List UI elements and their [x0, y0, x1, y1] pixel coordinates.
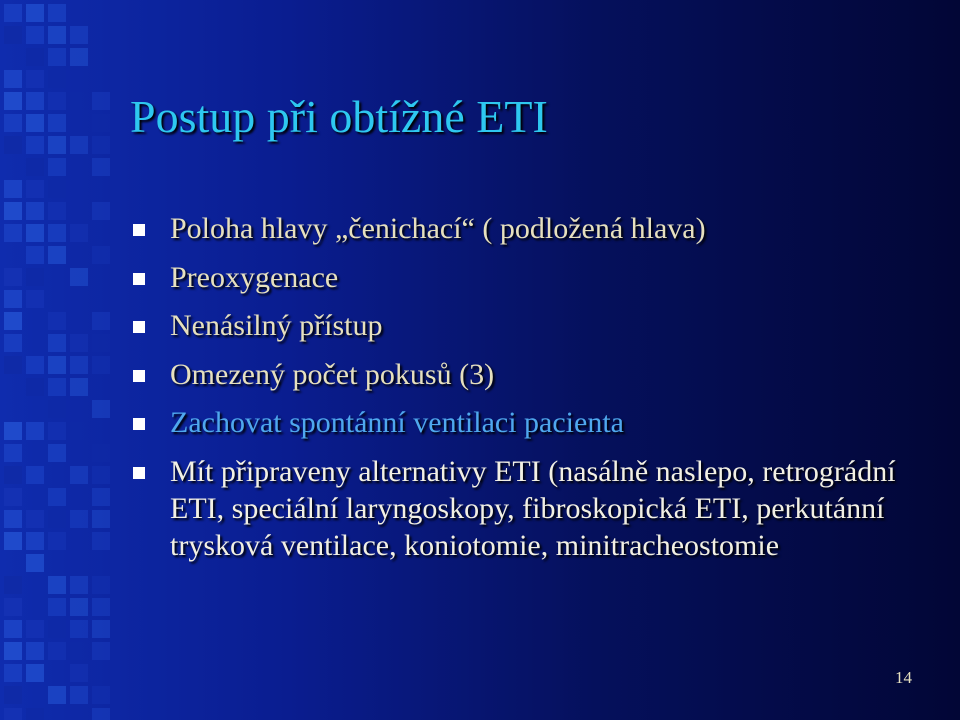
- decorative-grid-cell: [48, 576, 66, 594]
- decorative-grid-cell: [70, 378, 88, 396]
- bullet-item: [133, 210, 933, 247]
- decorative-grid-cell: [26, 356, 44, 374]
- decorative-grid-cell: [48, 400, 66, 418]
- decorative-grid-cell: [4, 664, 22, 682]
- decorative-grid-cell: [4, 290, 22, 308]
- decorative-grid-cell: [48, 422, 66, 440]
- decorative-grid-cell: [92, 334, 110, 352]
- decorative-grid-cell: [92, 466, 110, 484]
- decorative-grid-cell: [26, 532, 44, 550]
- decorative-grid-cell: [4, 202, 22, 220]
- square-bullet-icon: [133, 273, 145, 285]
- decorative-grid-cell: [48, 70, 66, 88]
- bullet-text: Mít připraveny alternativy ETI (nasálně naslepo, retrográdní ETI, speciální laryngoskopy, fibroskopická ETI, perkutánní trysková ventilace, koniotomie, minitracheostomie: [170, 454, 896, 562]
- decorative-grid-cell: [4, 444, 22, 462]
- decorative-grid-cell: [70, 92, 88, 110]
- decorative-grid-cell: [70, 510, 88, 528]
- decorative-grid-cell: [26, 422, 44, 440]
- decorative-grid-cell: [4, 70, 22, 88]
- decorative-grid-cell: [26, 180, 44, 198]
- decorative-grid-cell: [92, 686, 110, 704]
- decorative-grid-cell: [70, 642, 88, 660]
- decorative-grid-cell: [92, 92, 110, 110]
- decorative-grid-cell: [92, 400, 110, 418]
- decorative-grid-cell: [48, 224, 66, 242]
- decorative-grid-cell: [4, 224, 22, 242]
- decorative-grid-cell: [26, 114, 44, 132]
- decorative-grid-cell: [92, 444, 110, 462]
- decorative-grid-cell: [70, 224, 88, 242]
- decorative-grid-cell: [4, 334, 22, 352]
- decorative-grid-cell: [70, 268, 88, 286]
- decorative-grid-cell: [48, 312, 66, 330]
- decorative-grid-cell: [26, 268, 44, 286]
- decorative-grid-cell: [4, 686, 22, 704]
- decorative-grid-cell: [70, 334, 88, 352]
- decorative-grid-cell: [48, 92, 66, 110]
- decorative-grid-cell: [4, 488, 22, 506]
- decorative-grid-cell: [92, 488, 110, 506]
- decorative-grid-cell: [48, 378, 66, 396]
- decorative-grid-cell: [70, 422, 88, 440]
- decorative-grid-cell: [92, 642, 110, 660]
- square-bullet-icon: [133, 418, 145, 430]
- decorative-grid-cell: [70, 48, 88, 66]
- decorative-grid-cell: [70, 664, 88, 682]
- decorative-grid-cell: [48, 136, 66, 154]
- decorative-grid-cell: [48, 334, 66, 352]
- decorative-grid-cell: [48, 26, 66, 44]
- decorative-grid-cell: [70, 136, 88, 154]
- square-bullet-icon: [133, 321, 145, 333]
- decorative-grid-cell: [48, 488, 66, 506]
- decorative-grid-cell: [26, 92, 44, 110]
- decorative-grid-cell: [4, 356, 22, 374]
- decorative-grid-cell: [26, 48, 44, 66]
- decorative-grid-cell: [48, 532, 66, 550]
- decorative-grid-cell: [48, 114, 66, 132]
- bullet-list: [133, 210, 933, 576]
- decorative-grid-cell: [92, 158, 110, 176]
- decorative-grid-cell: [26, 378, 44, 396]
- decorative-grid-cell: [48, 356, 66, 374]
- decorative-grid-cell: [26, 554, 44, 572]
- decorative-grid-cell: [4, 180, 22, 198]
- decorative-grid-cell: [70, 686, 88, 704]
- bullet-text: Nenásilný přístup: [170, 309, 383, 343]
- square-bullet-icon: [133, 370, 145, 382]
- decorative-grid-cell: [48, 48, 66, 66]
- decorative-grid-cell: [4, 708, 22, 720]
- decorative-grid-cell: [4, 576, 22, 594]
- decorative-grid-cell: [26, 708, 44, 720]
- decorative-grid-cell: [92, 620, 110, 638]
- decorative-grid-cell: [26, 158, 44, 176]
- decorative-grid-cell: [4, 26, 22, 44]
- decorative-grid-cell: [92, 708, 110, 720]
- bullet-text: Preoxygenace: [170, 260, 339, 294]
- bullet-text: Poloha hlavy „čenichací“ ( podložená hlava): [170, 212, 706, 245]
- decorative-grid-cell: [26, 202, 44, 220]
- decorative-grid-cell: [48, 598, 66, 616]
- decorative-grid-cell: [70, 466, 88, 484]
- decorative-grid-cell: [26, 664, 44, 682]
- bullet-item: [133, 307, 933, 344]
- decorative-grid-cell: [26, 642, 44, 660]
- decorative-grid-cell: [4, 136, 22, 154]
- decorative-grid-cell: [4, 4, 22, 22]
- decorative-grid-cell: [48, 202, 66, 220]
- decorative-grid-cell: [4, 620, 22, 638]
- bullet-item: [133, 356, 933, 393]
- decorative-grid-cell: [48, 4, 66, 22]
- decorative-grid-cell: [48, 158, 66, 176]
- decorative-grid-cell: [92, 510, 110, 528]
- decorative-grid-cell: [92, 312, 110, 330]
- decorative-grid-cell: [70, 356, 88, 374]
- decorative-grid-cell: [26, 26, 44, 44]
- decorative-grid-cell: [4, 642, 22, 660]
- decorative-grid-cell: [92, 532, 110, 550]
- decorative-grid-cell: [26, 290, 44, 308]
- decorative-grid-cell: [70, 620, 88, 638]
- decorative-grid-cell: [26, 224, 44, 242]
- decorative-grid-cell: [4, 466, 22, 484]
- decorative-grid-cell: [4, 422, 22, 440]
- decorative-grid-cell: [26, 620, 44, 638]
- decorative-grid-cell: [48, 620, 66, 638]
- decorative-grid-cell: [92, 114, 110, 132]
- decorative-grid-cell: [4, 114, 22, 132]
- square-bullet-icon: [133, 224, 145, 236]
- decorative-grid-cell: [4, 598, 22, 616]
- decorative-grid-cell: [48, 686, 66, 704]
- bullet-item: [133, 453, 933, 564]
- decorative-grid-cell: [70, 26, 88, 44]
- decorative-grid-cell: [4, 532, 22, 550]
- decorative-side-grid: [0, 0, 112, 720]
- decorative-grid-cell: [26, 246, 44, 264]
- bullet-item: [133, 404, 933, 441]
- bullet-item: [133, 259, 933, 296]
- decorative-grid-cell: [4, 510, 22, 528]
- decorative-grid-cell: [4, 92, 22, 110]
- decorative-grid-cell: [92, 136, 110, 154]
- decorative-grid-cell: [70, 576, 88, 594]
- decorative-grid-cell: [92, 202, 110, 220]
- decorative-grid-cell: [48, 444, 66, 462]
- decorative-grid-cell: [26, 4, 44, 22]
- decorative-grid-cell: [48, 510, 66, 528]
- decorative-grid-cell: [48, 642, 66, 660]
- page-number: 14: [895, 668, 912, 687]
- bullet-text: Omezený počet pokusů (3): [170, 357, 495, 391]
- square-bullet-icon: [133, 467, 145, 479]
- decorative-grid-cell: [26, 510, 44, 528]
- decorative-grid-cell: [70, 598, 88, 616]
- decorative-grid-cell: [92, 246, 110, 264]
- decorative-grid-cell: [4, 312, 22, 330]
- decorative-grid-cell: [26, 466, 44, 484]
- decorative-grid-cell: [92, 356, 110, 374]
- decorative-grid-cell: [48, 180, 66, 198]
- decorative-grid-cell: [26, 136, 44, 154]
- decorative-grid-cell: [26, 70, 44, 88]
- slide-title: Postup při obtížné ETI: [130, 91, 548, 142]
- decorative-grid-cell: [92, 576, 110, 594]
- decorative-grid-cell: [92, 598, 110, 616]
- bullet-text: Zachovat spontánní ventilaci pacienta: [170, 406, 624, 440]
- decorative-grid-cell: [48, 246, 66, 264]
- decorative-grid-cell: [4, 268, 22, 286]
